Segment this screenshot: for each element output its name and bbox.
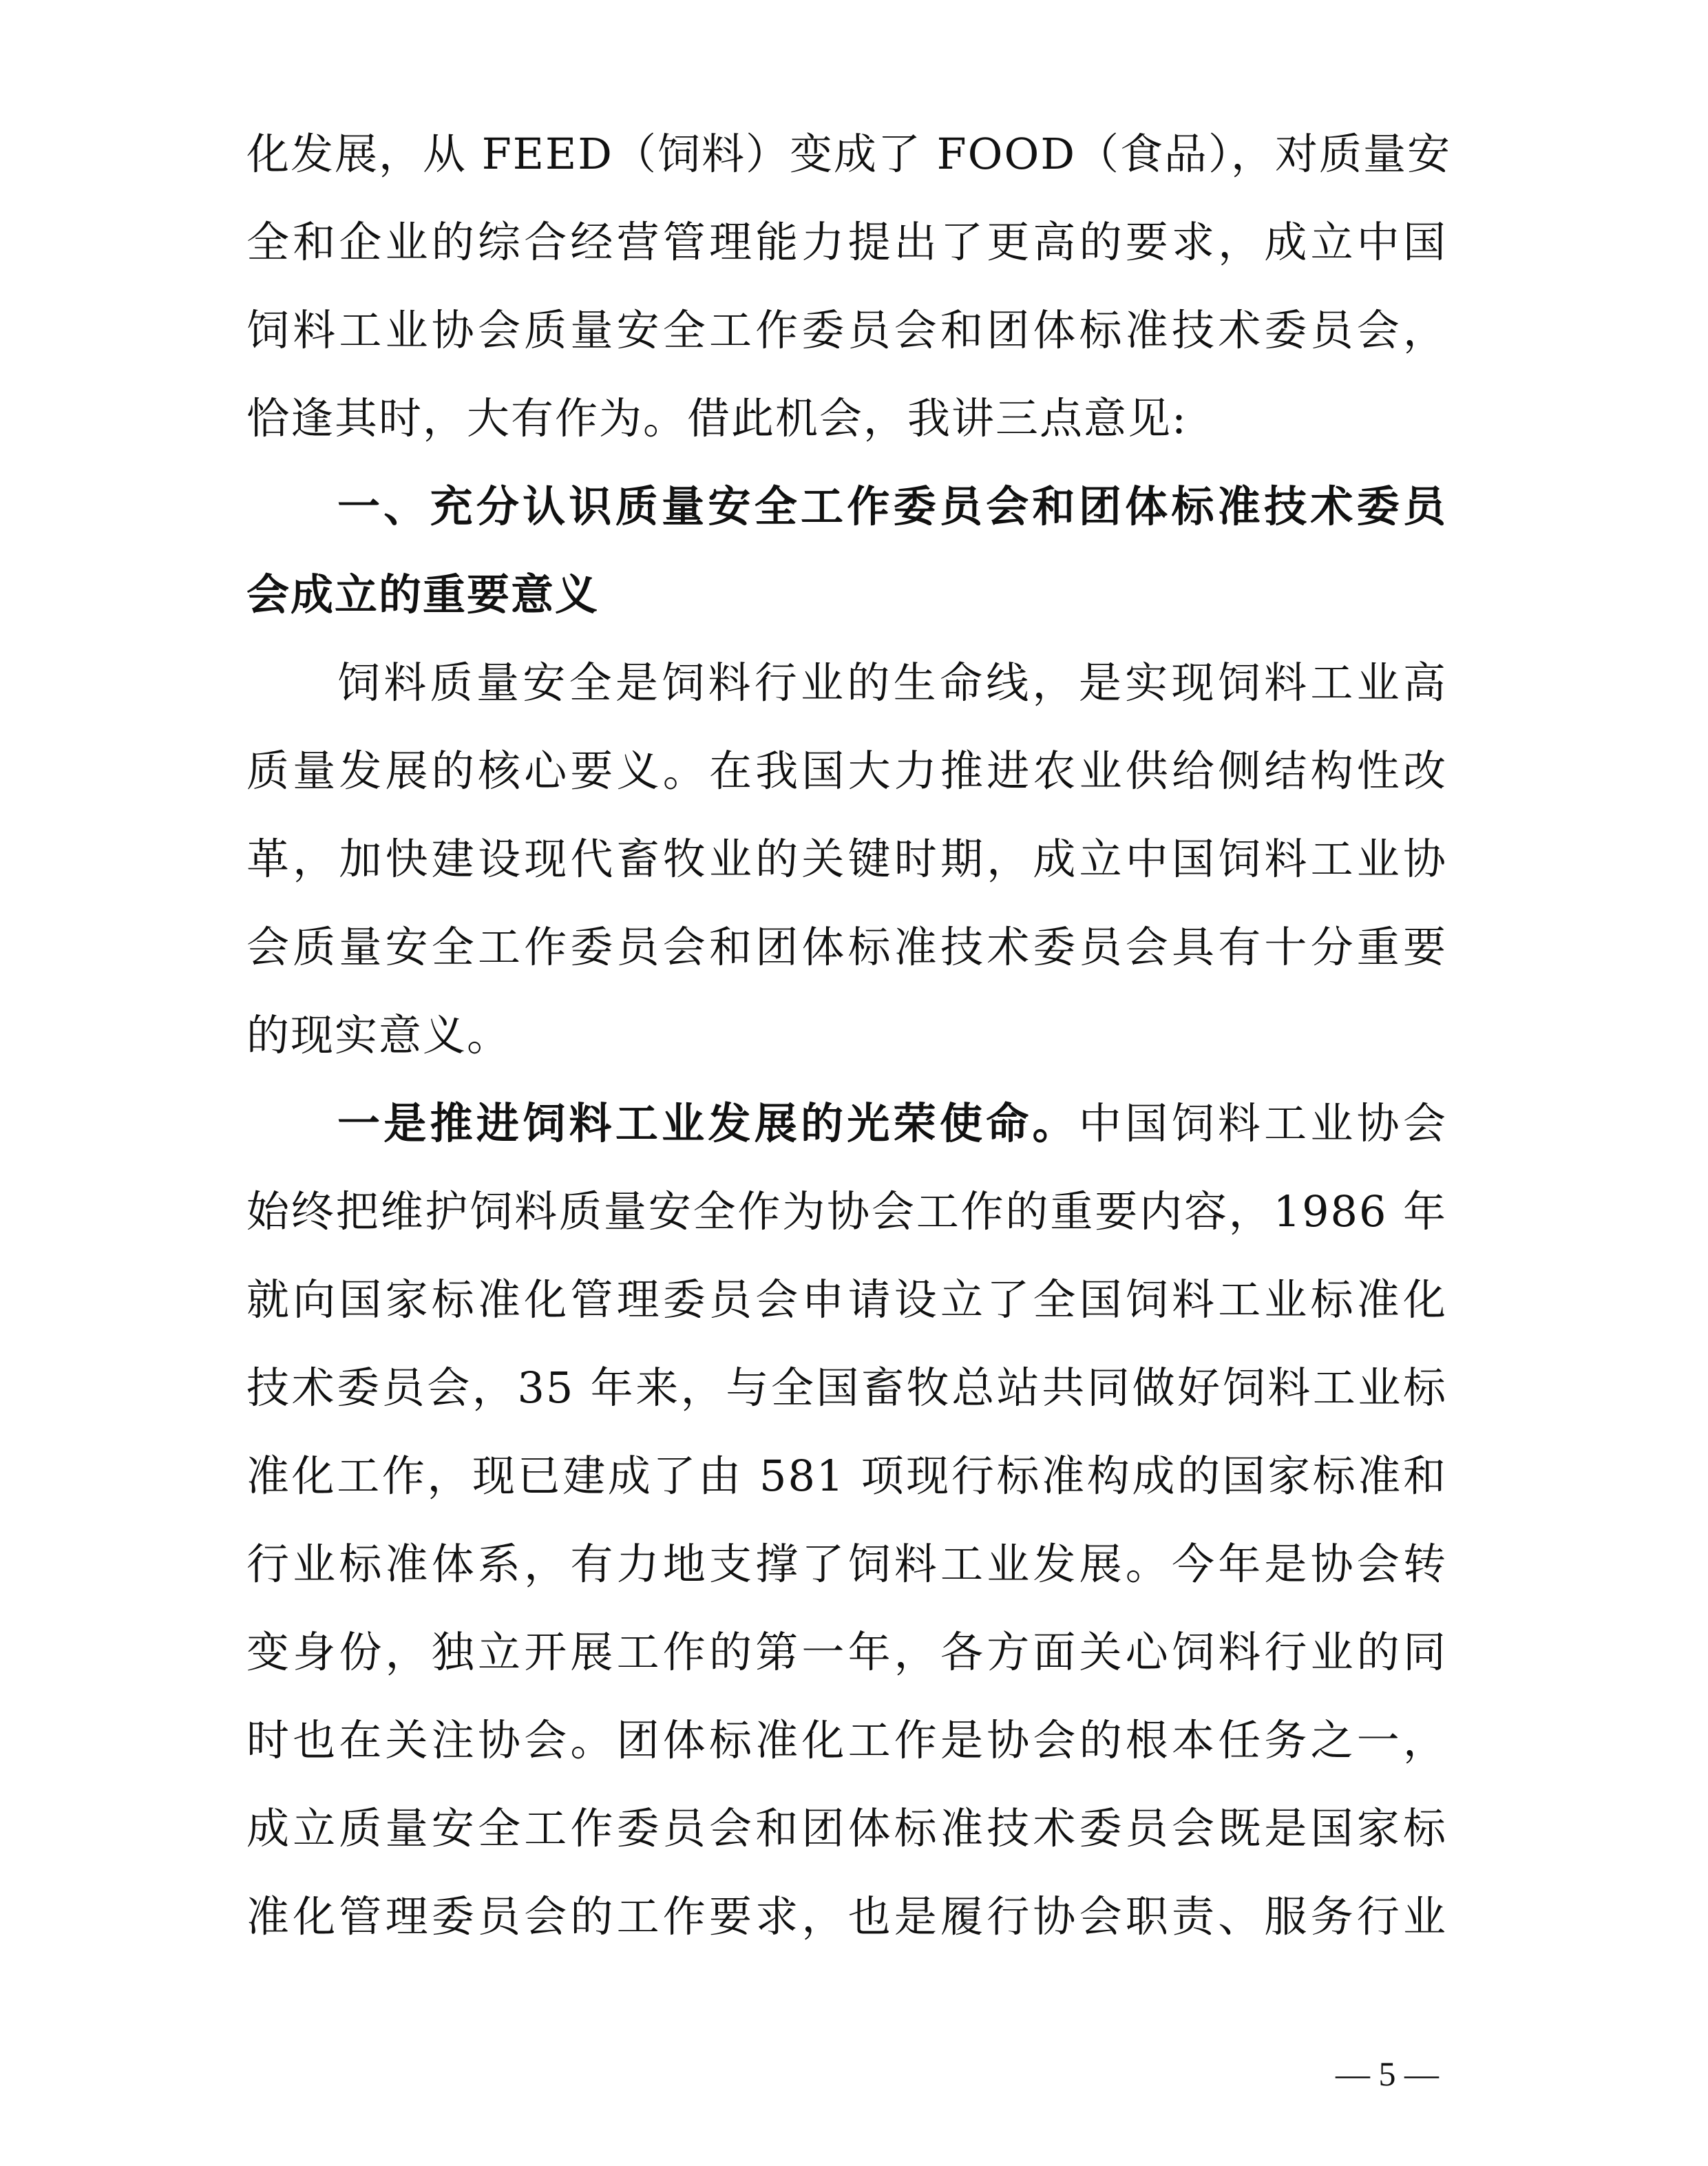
text-line: 时也在关注协会。团体标准化工作是协会的根本任务之一， — [246, 1715, 1447, 1765]
paragraph-significance — [246, 639, 1447, 1080]
text-line: 会质量安全工作委员会和团体标准技术委员会具有十分重要 — [246, 922, 1447, 972]
text-line: 行业标准体系，有力地支撑了饲料工业发展。今年是协会转 — [246, 1539, 1447, 1589]
page-number: — 5 — — [1336, 2054, 1439, 2093]
text-line: 革，加快建设现代畜牧业的关键时期，成立中国饲料工业协 — [246, 834, 1447, 884]
text-line: 技术委员会，35 年来，与全国畜牧总站共同做好饲料工业标 — [246, 1363, 1447, 1413]
text-line: 就向国家标准化管理委员会申请设立了全国饲料工业标准化 — [246, 1274, 1447, 1325]
text-line: 准化工作，现已建成了由 581 项现行标准构成的国家标准和 — [246, 1451, 1447, 1501]
text-line: 的现实意义。 — [246, 1010, 512, 1060]
text-line — [246, 1080, 1447, 1168]
paragraph-mission — [246, 1080, 1447, 1961]
text-run: 中国饲料工业协会 — [1078, 1098, 1447, 1148]
document-body — [246, 110, 1452, 1961]
heading-line: 会成立的重要意义 — [246, 569, 600, 620]
text-line: 饲料工业协会质量安全工作委员会和团体标准技术委员会， — [246, 305, 1447, 355]
text-line: 质量发展的核心要义。在我国大力推进农业供给侧结构性改 — [246, 746, 1447, 796]
opening-paragraph — [246, 110, 1452, 463]
text-line: 始终把维护饲料质量安全作为协会工作的重要内容，1986 年 — [246, 1186, 1447, 1237]
section-heading — [246, 463, 1447, 639]
text-line: 化发展，从 FEED（饲料）变成了 FOOD（食品），对质量安 — [246, 129, 1452, 179]
text-line: 恰逢其时，大有作为。借此机会，我讲三点意见: — [246, 393, 1188, 443]
heading-line: 一、充分认识质量安全工作委员会和团体标准技术委员 — [337, 481, 1447, 532]
text-line: 全和企业的综合经营管理能力提出了更高的要求，成立中国 — [246, 217, 1447, 267]
text-line: 准化管理委员会的工作要求，也是履行协会职责、服务行业 — [246, 1891, 1447, 1942]
paragraph-lead: 一是推进饲料工业发展的光荣使命。 — [337, 1098, 1079, 1148]
text-line: 变身份，独立开展工作的第一年，各方面关心饲料行业的同 — [246, 1627, 1447, 1677]
text-line: 成立质量安全工作委员会和团体标准技术委员会既是国家标 — [246, 1803, 1447, 1853]
text-line: 饲料质量安全是饲料行业的生命线，是实现饲料工业高 — [337, 658, 1447, 708]
